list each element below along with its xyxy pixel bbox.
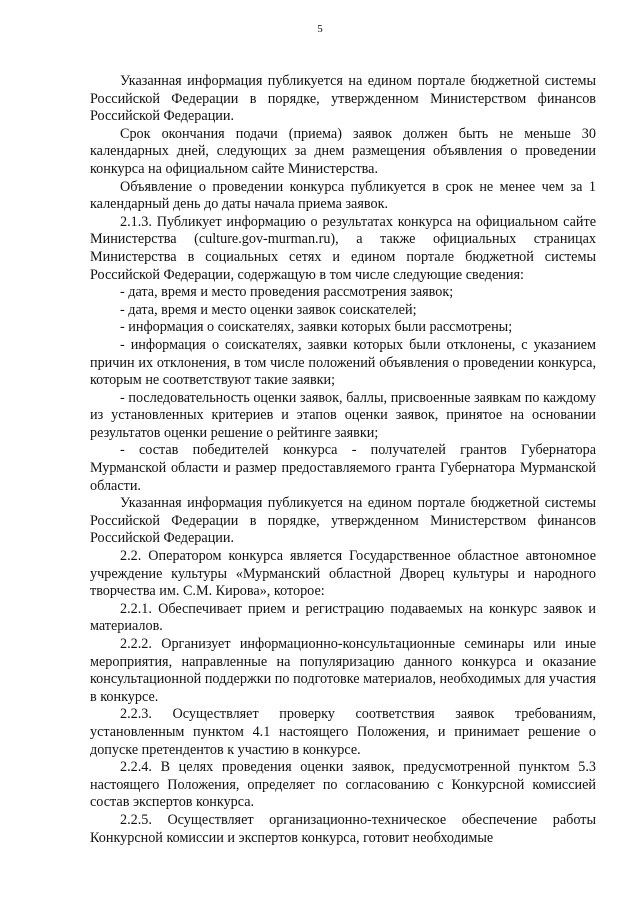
document-body: [90, 73, 596, 847]
list-item-reviewed-applicants: - информация о соискателях, заявки которых были рассмотрены;: [120, 319, 513, 336]
list-item-evaluation-date: - дата, время и место оценки заявок соискателей;: [120, 301, 417, 318]
paragraph-2-2-2: 2.2.2. Организует информационно-консультационные семинары или иные мероприятия, направленные на популяризацию данного конкурса и оказание консультационной поддержки по подготовке материалов, необходимых для участия в конкурсе.: [90, 636, 596, 705]
list-item-winners: - состав победителей конкурса - получателей грантов Губернатора Мурманской области и размер предоставляемого гранта Губернатора Мурманской области.: [90, 442, 596, 494]
paragraph-2-2-3: 2.2.3. Осуществляет проверку соответствия заявок требованиям, установленным пунктом 4.1 настоящего Положения, и принимает решение о допуске претендентов к участию в конкурсе.: [90, 706, 596, 758]
paragraph-publication-info-2: Указанная информация публикуется на едином портале бюджетной системы Российской Федерации в порядке, утвержденном Министерством финансов Российской Федерации.: [90, 495, 596, 547]
list-item-review-date: - дата, время и место проведения рассмотрения заявок;: [120, 284, 454, 301]
paragraph-2-2: 2.2. Оператором конкурса является Государственное областное автономное учреждение культуры «Мурманский областной Дворец культуры и народного творчества им. С.М. Кирова», которое:: [90, 548, 596, 600]
paragraph-2-1-3: 2.1.3. Публикует информацию о результатах конкурса на официальном сайте Министерства (culture.gov-murman.ru), а также официальных страницах Министерства в социальных сетях и едином портале бюджетной системы Российской Федерации, содержащую в том числе следующие сведения:: [90, 213, 596, 283]
list-item-rejected-applicants: - информация о соискателях, заявки которых были отклонены, с указанием причин их отклонения, в том числе положений объявления о проведении конкурса, которым не соответствуют такие заявки;: [90, 336, 596, 389]
paragraph-deadline: Срок окончания подачи (приема) заявок должен быть не меньше 30 календарных дней, следующих за днем размещения объявления о проведении конкурса на официальном сайте Министерства.: [90, 125, 596, 177]
paragraph-2-2-4: 2.2.4. В целях проведения оценки заявок, предусмотренной пунктом 5.3 настоящего Положения, определяет по согласованию с Конкурсной комиссией состав экспертов конкурса.: [90, 759, 596, 811]
paragraph-2-2-5: 2.2.5. Осуществляет организационно-техническое обеспечение работы Конкурсной комиссии и экспертов конкурса, готовит необходимые: [90, 811, 596, 846]
list-item-evaluation-sequence: - последовательность оценки заявок, баллы, присвоенные заявкам по каждому из установленных критериев и этапов оценки заявок, принятое на основании результатов оценки решение о рейтинге заявки;: [90, 389, 596, 441]
paragraph-2-2-1: 2.2.1. Обеспечивает прием и регистрацию подаваемых на конкурс заявок и материалов.: [90, 600, 596, 635]
paragraph-announcement: Объявление о проведении конкурса публикуется в срок не менее чем за 1 календарный день до даты начала приема заявок.: [90, 178, 596, 213]
page-number: 5: [317, 23, 323, 35]
paragraph-publication-info: Указанная информация публикуется на едином портале бюджетной системы Российской Федерации в порядке, утвержденном Министерством финансов Российской Федерации.: [90, 73, 596, 125]
